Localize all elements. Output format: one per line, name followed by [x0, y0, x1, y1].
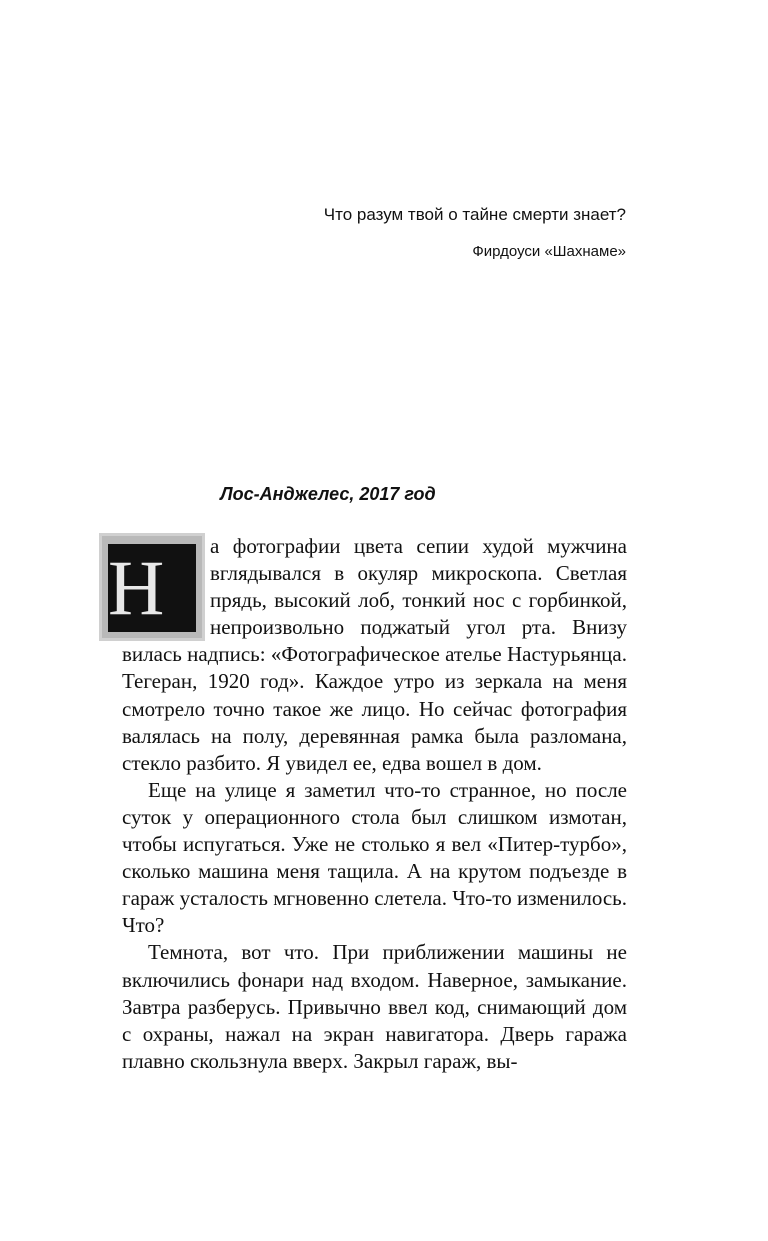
chapter-heading: Лос-Анджелес, 2017 год — [220, 484, 436, 504]
dropcap — [102, 536, 202, 638]
paragraph-2: Еще на улице я заметил что-то странное, но после суток у операционного стола был слишком измотан, чтобы испугаться. Уже не столько я вел «Питер-турбо», сколько машина меня тащила. А на крутом подъезде в гараж усталость мгновенно слетела. Что-то изменилось. Что? — [122, 777, 627, 938]
paragraph-1 — [108, 533, 627, 777]
paragraph-3: Темнота, вот что. При приближении машины не включились фонари над входом. Наверное, замыкание. Завтра разберусь. Привычно ввел код, снимающий дом с охраны, нажал на экран навигатора. Дверь гаража плавно скользнула вверх. Закрыл гараж, вы- — [122, 940, 627, 1073]
epigraph-source: Фирдоуси «Шахнаме» — [472, 243, 626, 260]
dropcap-letter: Н — [108, 544, 165, 631]
epigraph-quote: Что разум твой о тайне смерти знает? — [323, 205, 626, 224]
paragraph-1-text: а фотографии цвета сепии худой мужчина вглядывался в окуляр микроскопа. Светлая прядь, высокий лоб, тонкий нос с горбинкой, непроизвольно поджатый угол рта. Внизу вилась надпись: «Фотографическое ателье Настурьянца. Тегеран, 1920 год». Каждое утро из зеркала на меня смотрело точно такое же лицо. Но сейчас фотография валялась на полу, деревянная рамка была разломана, стекло разбито. Я увидел ее, едва вошел в дом. — [122, 534, 627, 775]
chapter-body — [108, 533, 627, 1075]
